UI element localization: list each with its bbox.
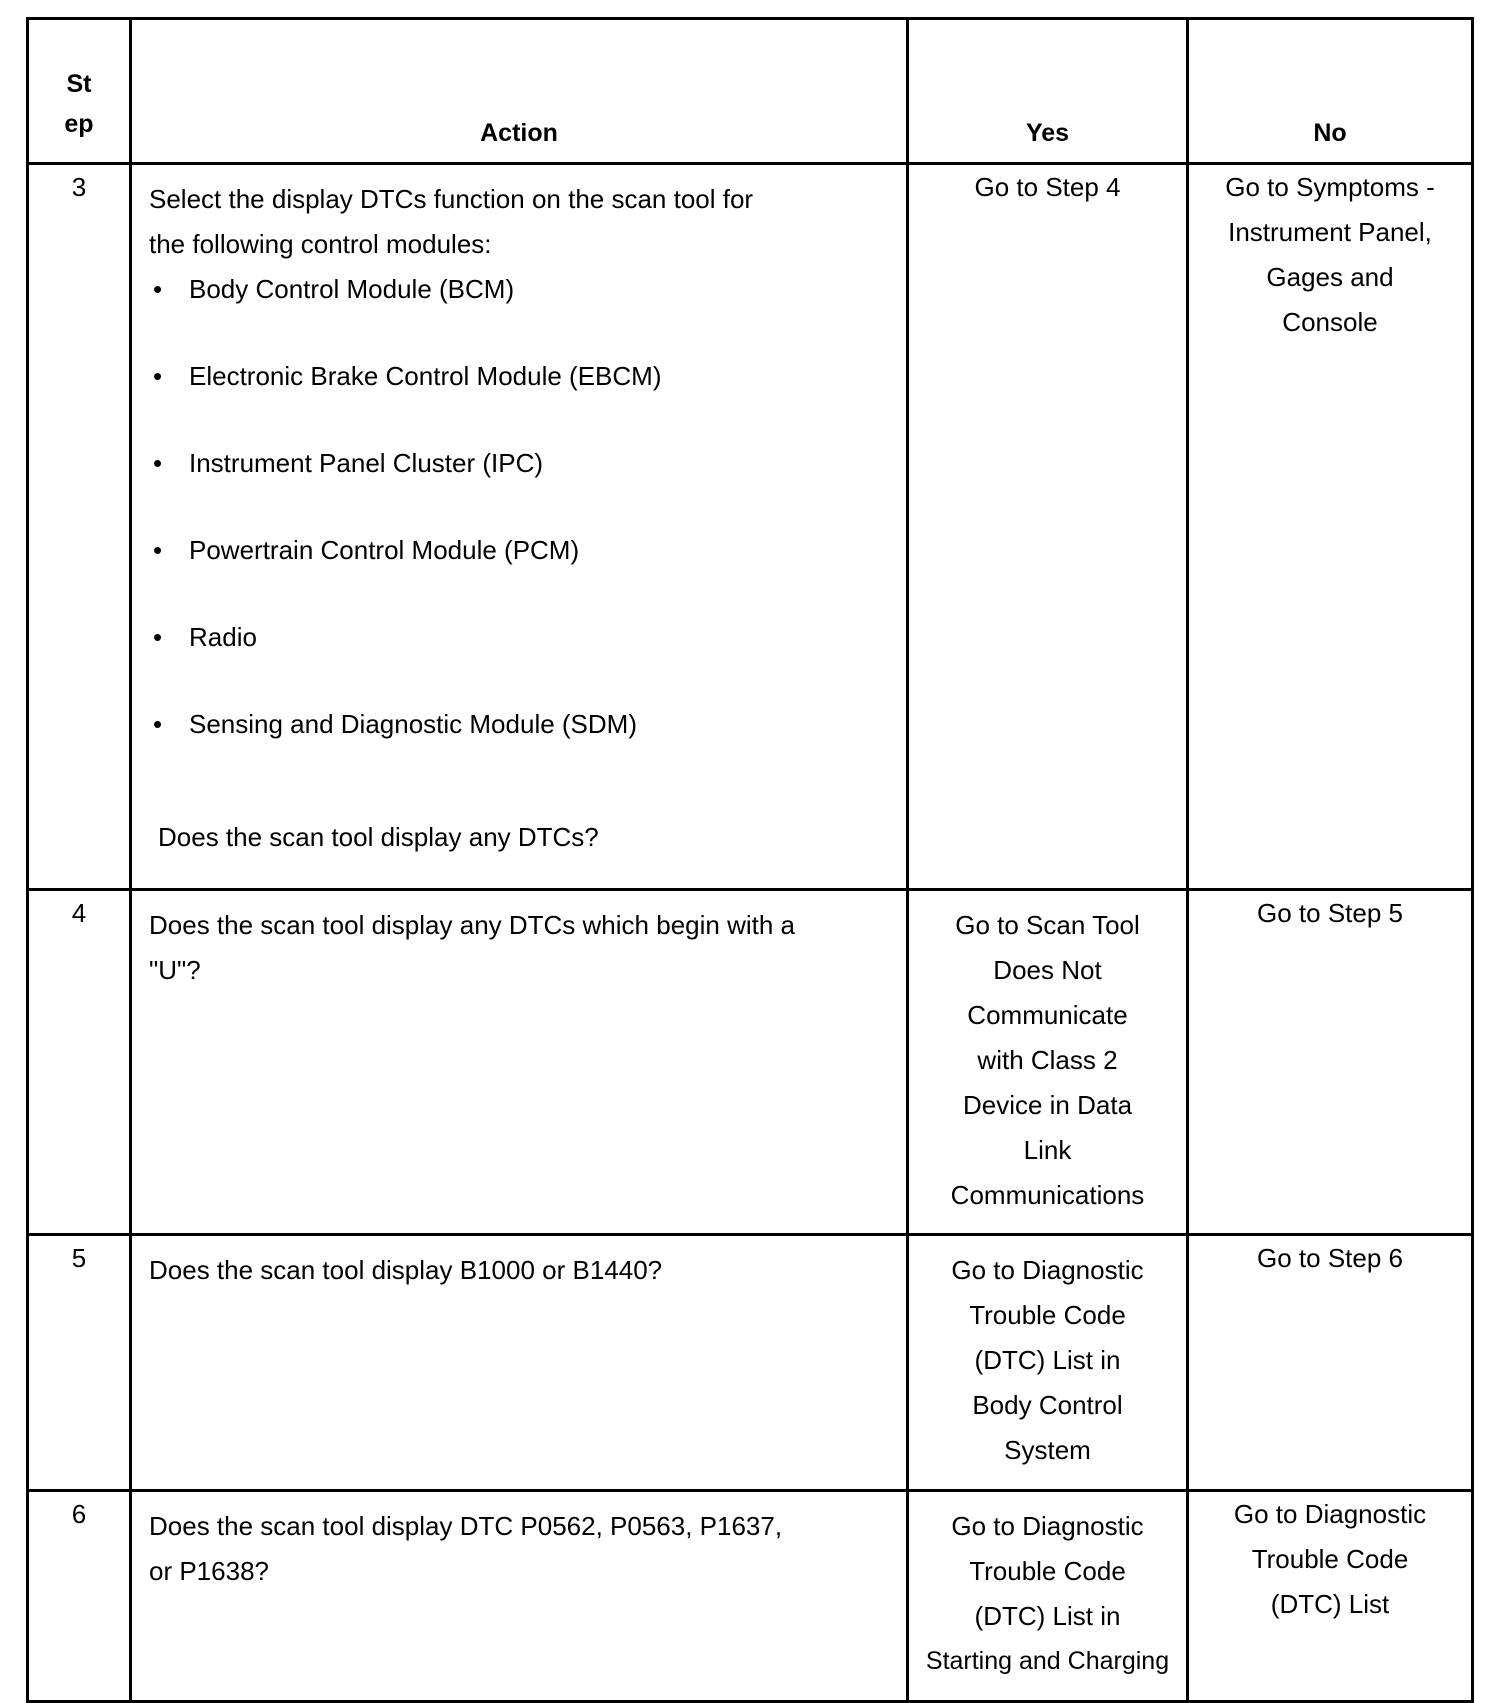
no-cell: Go to Step 6 <box>1188 1235 1473 1491</box>
action-cell: Does the scan tool display DTC P0562, P0563, P1637, or P1638? <box>131 1491 908 1702</box>
list-item: • Radio <box>153 622 257 652</box>
table-row <box>28 1235 1473 1491</box>
header-step: St ep <box>28 19 131 164</box>
no-cell: Go to Symptoms - Instrument Panel, Gages and Console <box>1188 164 1473 890</box>
action-cell: Does the scan tool display B1000 or B1440? <box>131 1235 908 1491</box>
action-intro: Select the display DTCs function on the scan tool for the following control modules: <box>149 184 754 259</box>
header-yes: Yes <box>908 19 1188 164</box>
module-list <box>149 267 896 789</box>
table-row <box>28 890 1473 1235</box>
table-row <box>28 1491 1473 1702</box>
action-question: Does the scan tool display any DTCs? <box>158 822 599 852</box>
header-row <box>28 19 1473 164</box>
list-item: • Powertrain Control Module (PCM) <box>153 535 580 565</box>
list-item: • Sensing and Diagnostic Module (SDM) <box>153 709 637 739</box>
step-number: 4 <box>28 890 131 1235</box>
step-number: 6 <box>28 1491 131 1702</box>
header-no: No <box>1188 19 1473 164</box>
action-cell: Does the scan tool display any DTCs which begin with a "U"? <box>131 890 908 1235</box>
header-action: Action <box>131 19 908 164</box>
yes-cell: Go to Step 4 <box>908 164 1188 890</box>
list-item: • Instrument Panel Cluster (IPC) <box>153 448 544 478</box>
diagnostic-table <box>26 17 1474 1703</box>
step-number: 3 <box>28 164 131 890</box>
yes-cell: Go to Scan Tool Does Not Communicate with Class 2 Device in Data Link Communications <box>908 890 1188 1235</box>
no-cell: Go to Step 5 <box>1188 890 1473 1235</box>
list-item: • Body Control Module (BCM) <box>153 274 515 304</box>
table-row <box>28 164 1473 890</box>
yes-cell: Go to Diagnostic Trouble Code (DTC) List in Body Control System <box>908 1235 1188 1491</box>
action-cell <box>131 164 908 890</box>
no-cell: Go to Diagnostic Trouble Code (DTC) List <box>1188 1491 1473 1702</box>
yes-cell: Go to Diagnostic Trouble Code (DTC) List in Starting and Charging <box>908 1491 1188 1702</box>
list-item: • Electronic Brake Control Module (EBCM) <box>153 361 662 391</box>
step-number: 5 <box>28 1235 131 1491</box>
